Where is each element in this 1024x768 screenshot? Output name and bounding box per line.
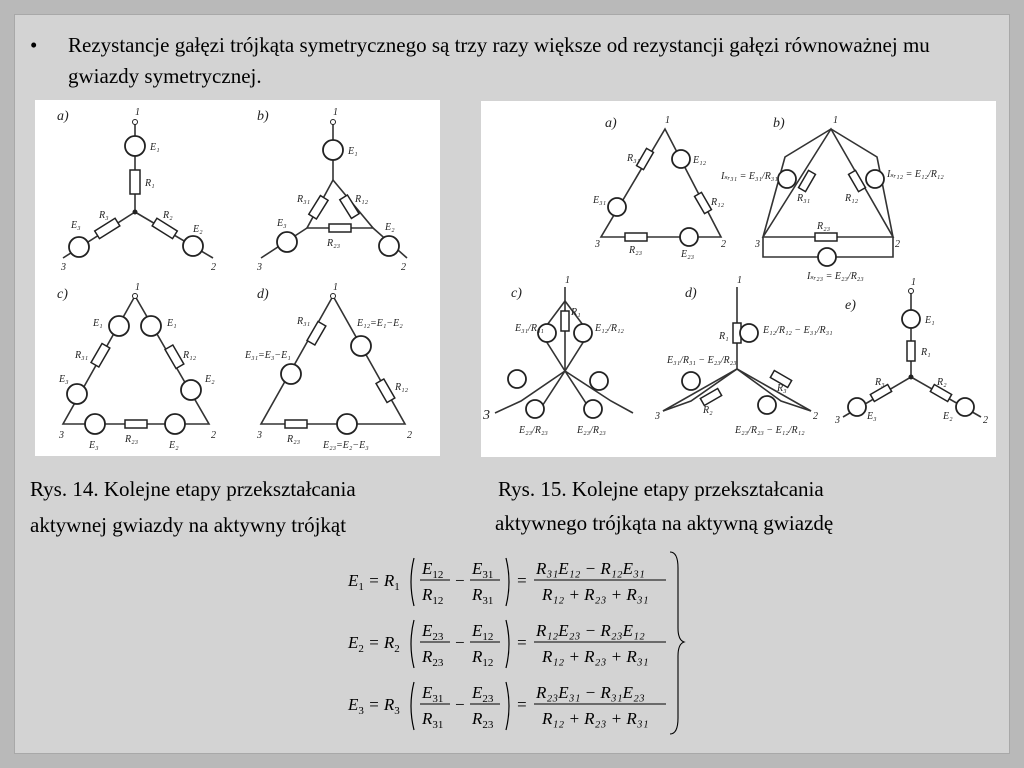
eq-minus: −: [454, 571, 466, 590]
eq-frac1-den: $R_{12}$: [422, 585, 444, 607]
label-R23: R₂₃: [327, 238, 341, 249]
figure-15-caption-line2: aktywnego trójkąta na aktywną gwiazdę: [495, 511, 834, 535]
eq-rhs-den: R₁₂ + R₂₃ + R₃₁: [542, 709, 649, 728]
figure-14-caption-line2: aktywnej gwiazdy na aktywny trójkąt: [30, 513, 347, 537]
label-source: E₂₃/R₂₃: [519, 425, 548, 436]
label-R12: R₁₂: [183, 350, 197, 361]
fig15-e-tag: e): [845, 298, 856, 313]
label-R31: R₃₁: [627, 153, 641, 164]
label-E31: E₃₁: [593, 195, 607, 206]
label-E1: E₁: [93, 318, 103, 329]
eq-rhs-num: R₁₂E₂₃ − R₂₃E₁₂: [536, 621, 645, 640]
eq-minus: −: [454, 633, 466, 652]
fig15-a-active-triangle: [592, 115, 726, 260]
eq-lhs: $E_3 = R_3$: [348, 695, 400, 717]
fig14-d-active-triangle: [244, 282, 412, 451]
label-source: E₁₂/R₁₂: [595, 323, 624, 334]
label-J23: Iₛᵣ₂₃ = E₂₃/R₂₃: [807, 271, 864, 282]
eq-frac1-num: $E_{31}$: [422, 683, 444, 705]
figure-15-caption-line1: Rys. 15. Kolejne etapy przekształcania: [498, 477, 824, 501]
label-J12: Iₛᵣ₁₂ = E₁₂/R₁₂: [887, 169, 944, 180]
node-label: 3: [655, 411, 660, 422]
node-label: 1: [565, 275, 570, 286]
label-E12: E₁₂: [693, 155, 707, 166]
eq-rhs-num: R₂₃E₃₁ − R₃₁E₂₃: [536, 683, 645, 702]
node-label: 3: [61, 262, 66, 273]
eq-frac2-num: $E_{12}$: [472, 621, 494, 643]
equation-row-3: [347, 682, 666, 731]
node-label: 2: [407, 430, 412, 441]
node-label: 1: [737, 275, 742, 286]
eq-rhs-num: R₃₁E₁₂ − R₁₂E₃₁: [536, 559, 645, 578]
eq-equals: =: [516, 695, 528, 714]
eq-frac2-num: $E_{23}$: [472, 683, 494, 705]
label-R2: R₂: [937, 377, 947, 388]
fig15-e-active-star: [834, 277, 988, 426]
equation-block: [332, 548, 692, 738]
node-label: 1: [135, 282, 140, 293]
eq-frac1-den: $R_{31}$: [422, 709, 444, 731]
label-R2: R₂: [703, 405, 713, 416]
label-R31: R₃₁: [75, 350, 89, 361]
label-E23: E₂₃=E₂−E₃: [323, 440, 369, 451]
node-label: 3: [257, 262, 262, 273]
label-E23: E₂₃: [681, 249, 695, 260]
equation-svg: [332, 548, 692, 738]
node-label: 3: [59, 430, 64, 441]
label-R1: R₁: [571, 307, 581, 318]
node-label: 1: [911, 277, 916, 288]
label-E3: E₃: [277, 218, 287, 229]
node-label: 2: [721, 239, 726, 250]
eq-lhs: $E_2 = R_2$: [348, 633, 400, 655]
fig14-a-star: [57, 107, 216, 273]
label-R12: R₁₂: [395, 382, 409, 393]
equation-row-2: [347, 620, 666, 669]
node-label: 2: [813, 411, 818, 422]
label-E1: E₁: [167, 318, 177, 329]
fig14-d-tag: d): [257, 287, 269, 302]
eq-lhs: $E_1 = R_1$: [348, 571, 400, 593]
figure-14-panel: [35, 100, 440, 456]
eq-frac2-den: $R_{31}$: [472, 585, 494, 607]
label-source: E₃₁/R₃₁: [515, 323, 544, 334]
bullet-text: Rezystancje gałęzi trójkąta symetrycznego są trzy razy większe od rezystancji gałęzi równoważnej mu gwiazdy symetrycznej.: [68, 33, 930, 88]
eq-frac2-den: $R_{12}$: [472, 647, 494, 669]
fig14-a-tag: a): [57, 109, 69, 124]
fig15-a-tag: a): [605, 116, 617, 131]
label-E3: E₃: [59, 374, 69, 385]
fig14-c-tag: c): [57, 287, 68, 302]
label-R3: R₃: [99, 210, 109, 221]
label-R23: R₂₃: [817, 221, 831, 232]
label-source: E₁₂/R₁₂ − E₃₁/R₃₁: [763, 325, 833, 336]
eq-equals: =: [516, 571, 528, 590]
node-label: 3: [257, 430, 262, 441]
node-label: 2: [895, 239, 900, 250]
eq-minus: −: [454, 695, 466, 714]
fig15-d-star-sources: [654, 275, 833, 436]
label-E31: E₃₁=E₃−E₁: [245, 350, 291, 361]
source-E1: [125, 136, 145, 156]
eq-frac1-den: $R_{23}$: [422, 647, 444, 669]
label-E2: E₂: [205, 374, 215, 385]
label-R31: R₃₁: [797, 193, 811, 204]
fig15-d-tag: d): [685, 286, 697, 301]
fig14-c-triangle-sources: [57, 282, 216, 451]
figure-14-diagrams: [35, 100, 440, 456]
label-E1: E₁: [150, 142, 160, 153]
label-E12: E₁₂=E₁−E₂: [357, 318, 403, 329]
figure-15-diagrams: [481, 101, 996, 457]
label-R31: R₃₁: [297, 316, 311, 327]
label-R3: R₃: [777, 383, 787, 394]
eq-frac2-den: $R_{23}$: [472, 709, 494, 731]
node-label: 3: [595, 239, 600, 250]
label-R23: R₂₃: [287, 434, 301, 445]
node-label: 1: [135, 107, 140, 118]
label-R23: R₂₃: [629, 245, 643, 256]
label-R2: R₂: [163, 210, 173, 221]
label-source: E₂₃/R₂₃: [577, 425, 606, 436]
label-E3: E₃: [71, 220, 81, 231]
node-label: 2: [211, 262, 216, 273]
source-E2: [183, 236, 203, 256]
node-label: 2: [211, 430, 216, 441]
label-R12: R₁₂: [711, 197, 725, 208]
label-E2: E₂: [193, 224, 203, 235]
eq-rhs-den: R₁₂ + R₂₃ + R₃₁: [542, 647, 649, 666]
node-label: 1: [665, 115, 670, 126]
label-R23: R₂₃: [125, 434, 139, 445]
fig14-b-tag: b): [257, 109, 269, 124]
fig15-c-tag: c): [511, 286, 522, 301]
node-label: 1: [333, 282, 338, 293]
label-E2: E₂: [943, 411, 953, 422]
node-label: 3: [835, 415, 840, 426]
figure-14-caption-line1: Rys. 14. Kolejne etapy przekształcania: [30, 477, 356, 501]
label-R12: R₁₂: [845, 193, 859, 204]
node-label: 1: [333, 107, 338, 118]
label-E1: E₁: [925, 315, 935, 326]
label-E1: E₁: [348, 146, 358, 157]
label-E2: E₂: [385, 222, 395, 233]
equation-row-1: [347, 558, 666, 607]
label-E3: E₃: [89, 440, 99, 451]
fig15-b-current-sources: [720, 115, 944, 282]
fig15-c-redistributed: [482, 275, 633, 436]
label-R1: R₁: [921, 347, 931, 358]
system-brace: [670, 552, 684, 734]
eq-rhs-den: R₁₂ + R₂₃ + R₃₁: [542, 585, 649, 604]
figure-15-panel: [481, 101, 996, 457]
label-R12: R₁₂: [355, 194, 369, 205]
node-label: 3: [483, 408, 490, 423]
label-R1: R₁: [719, 331, 729, 342]
eq-frac1-num: $E_{23}$: [422, 621, 444, 643]
source-E3: [69, 237, 89, 257]
fig14-b-intermediate: [256, 107, 407, 273]
node-label: 2: [401, 262, 406, 273]
node-label: 2: [983, 415, 988, 426]
eq-frac2-num: $E_{31}$: [472, 559, 494, 581]
eq-frac1-num: $E_{12}$: [422, 559, 444, 581]
label-J31: Iₛᵣ₃₁ = E₃₁/R₃₁: [721, 171, 778, 182]
fig15-b-tag: b): [773, 116, 785, 131]
label-R1: R₁: [145, 178, 155, 189]
label-source: E₃₁/R₃₁ − E₂₃/R₂₃: [667, 355, 737, 366]
label-source: E₂₃/R₂₃ − E₁₂/R₁₂: [735, 425, 805, 436]
eq-equals: =: [516, 633, 528, 652]
label-R31: R₃₁: [297, 194, 311, 205]
node-label: 3: [755, 239, 760, 250]
label-E3: E₃: [867, 411, 877, 422]
label-E2: E₂: [169, 440, 179, 451]
node-label: 1: [833, 115, 838, 126]
label-R3: R₃: [875, 377, 885, 388]
bullet-dot: •: [30, 33, 38, 57]
